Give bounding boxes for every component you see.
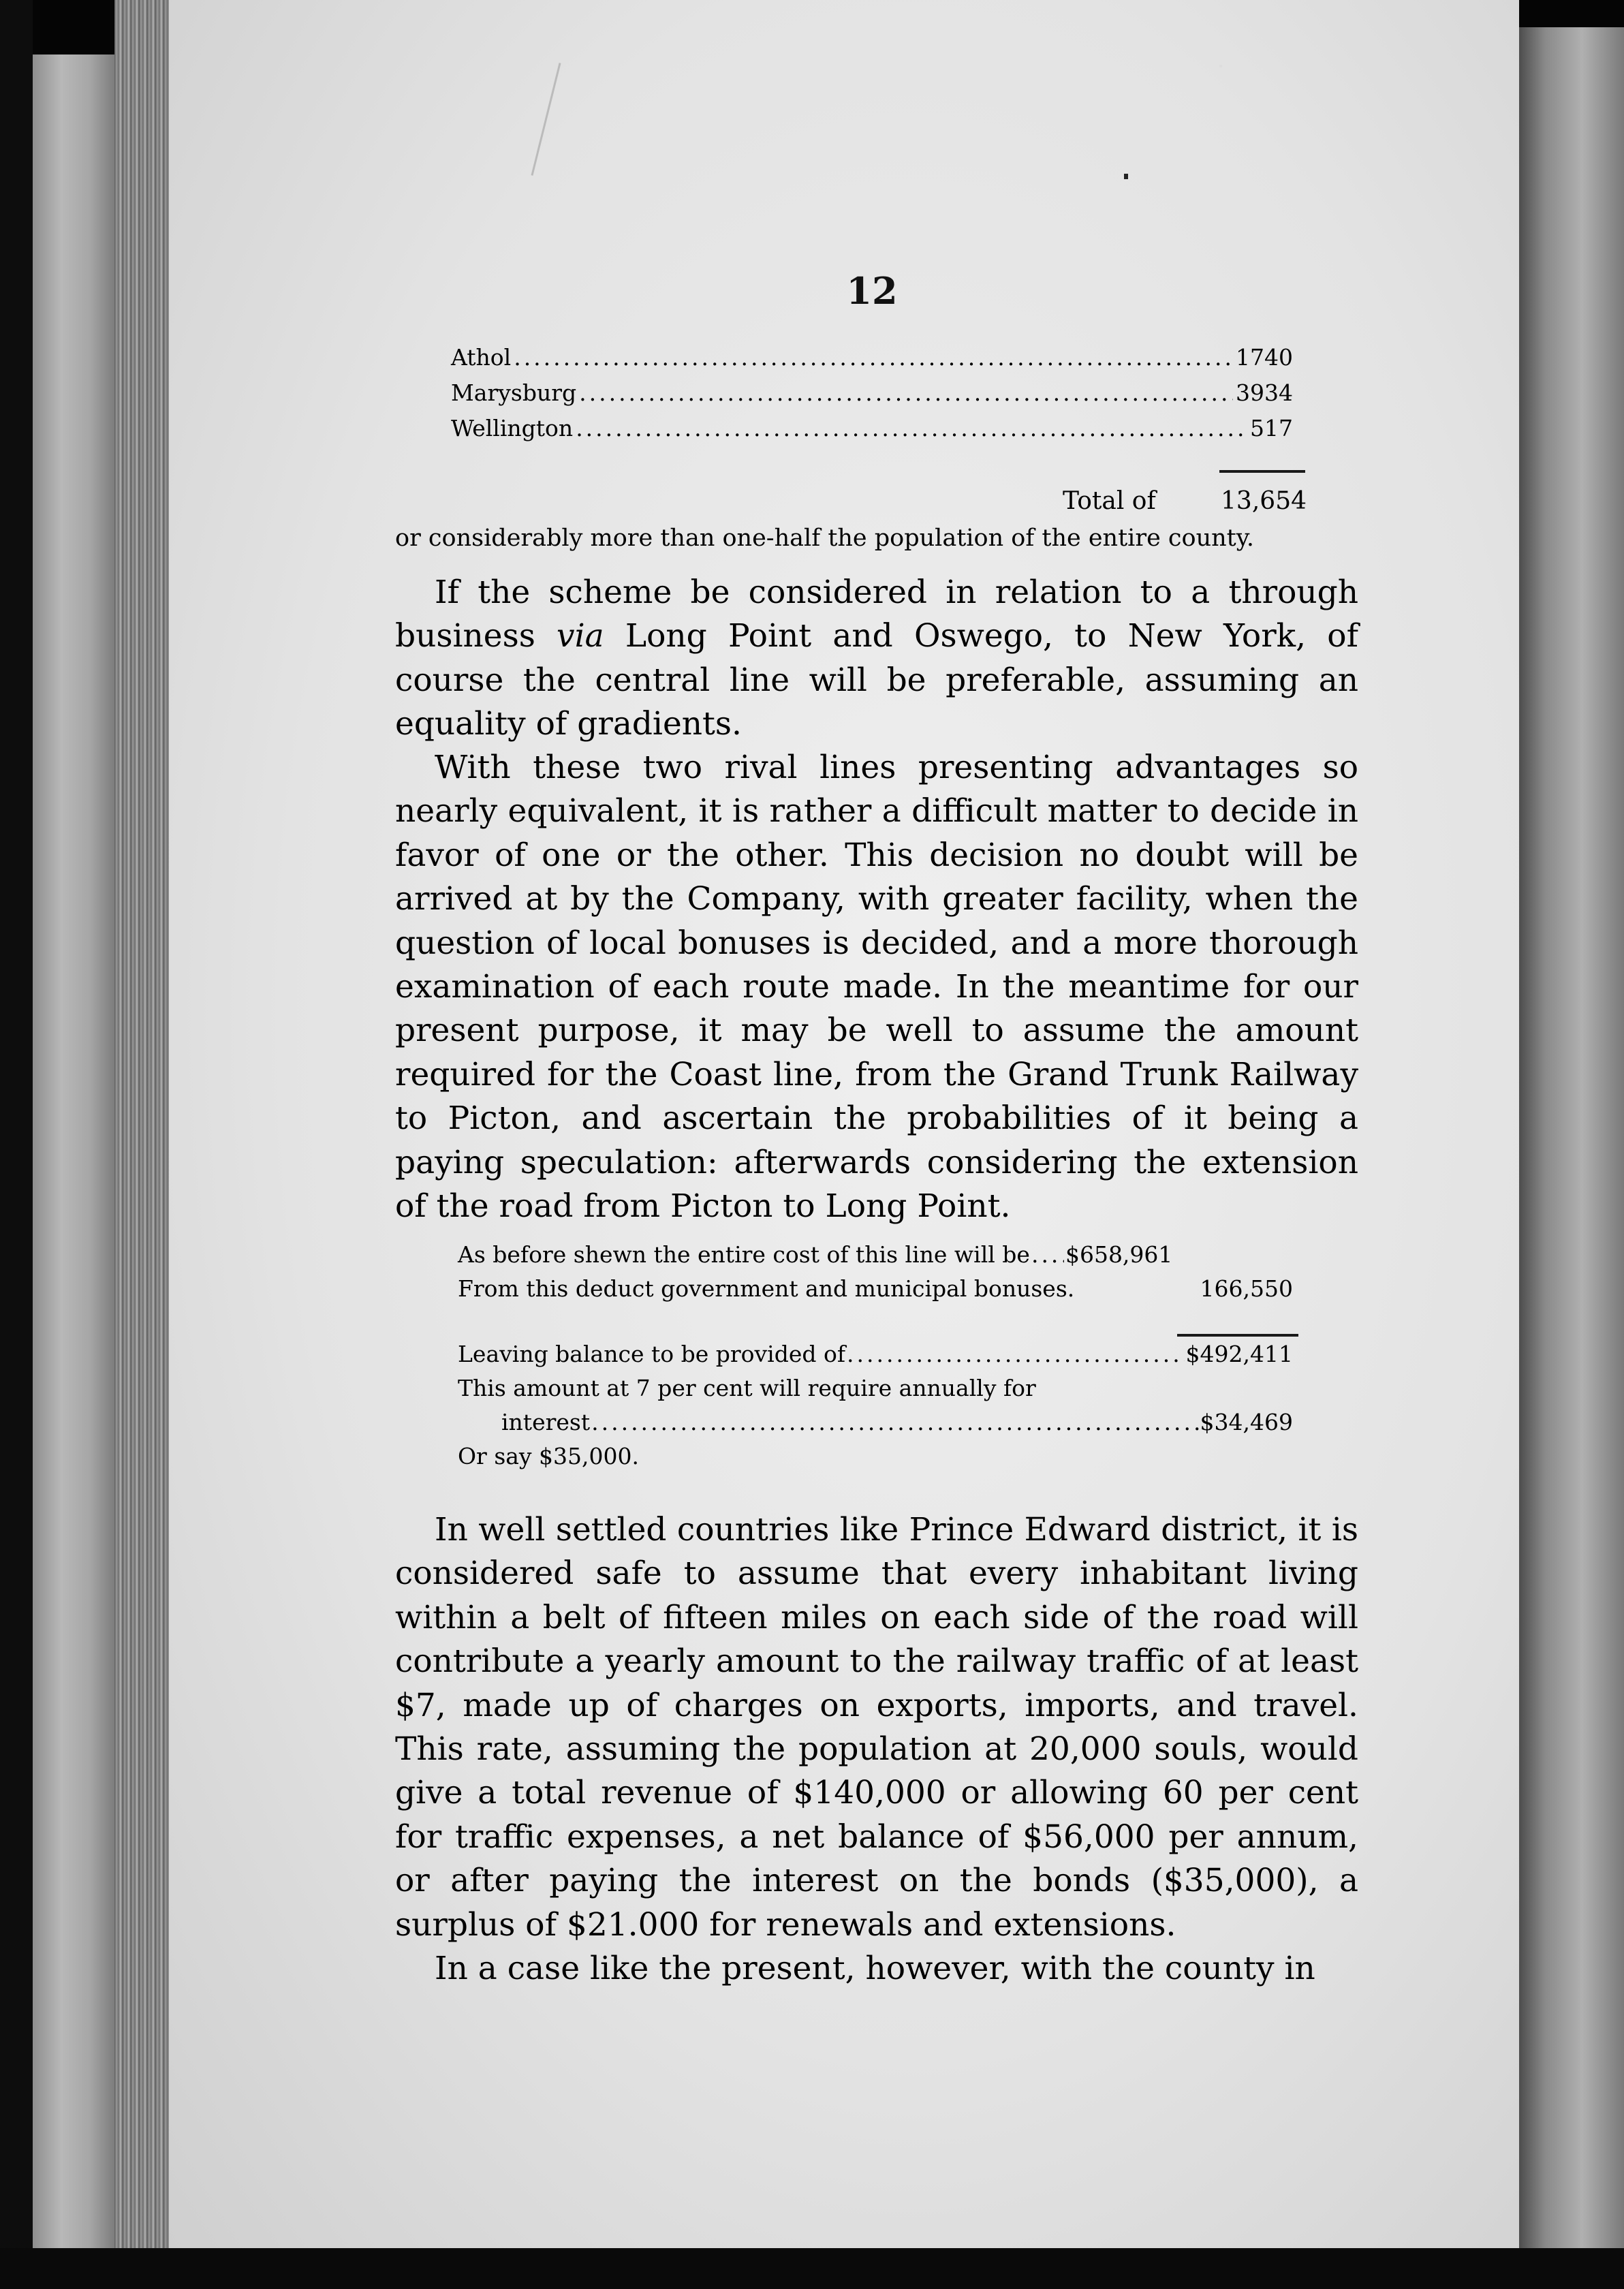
total-value: 13,654 [1221, 487, 1307, 515]
leader-dots [514, 344, 1233, 371]
population-value: 3934 [1236, 379, 1293, 406]
township-name: Athol [451, 344, 512, 371]
finance-label: Or say $35,000. [458, 1443, 640, 1469]
finance-row [458, 1375, 1293, 1409]
leader-dots [579, 379, 1233, 406]
paragraph-rival-lines: With these two rival lines presenting advantages so nearly equivalent, it is rather a difficult matter to decide in favor of one or the other. This decision no doubt will be arrived at by the Company, with greater facility, when the question of local bonuses is decided, and a more thorough examination of each route made. In the meantime for our present purpose, it may be well to assume the amount required for the Coast line, from the Grand Trunk Railway to Picton, and ascertain the probabilities of it being a paying speculation: afterwards considering the extension of the road from Picton to Long Point. [395, 749, 1358, 1226]
finance-label: This amount at 7 per cent will require annually for [458, 1375, 1036, 1401]
finance-label: interest [501, 1409, 591, 1435]
township-name: Marysburg [451, 379, 577, 406]
finance-row [458, 1275, 1293, 1309]
township-name: Wellington [451, 415, 574, 441]
finance-value: $492,411 [1185, 1341, 1293, 1367]
finance-label: Leaving balance to be provided of [458, 1341, 846, 1367]
population-table [451, 344, 1293, 450]
paragraph-through-business [395, 571, 1358, 747]
finance-row [458, 1241, 1293, 1275]
population-value: 1740 [1236, 344, 1293, 371]
total-label: Total of [1063, 487, 1156, 515]
summary-line: or considerably more than one-half the population of the entire county. [395, 525, 1254, 552]
leader-dots [591, 1409, 1198, 1435]
balance-rule [1177, 1334, 1298, 1337]
table-row [451, 379, 1293, 415]
total-rule [1219, 470, 1305, 473]
leader-dots [576, 415, 1247, 441]
table-row [451, 415, 1293, 450]
population-value: 517 [1250, 415, 1293, 441]
total-row [1063, 487, 1307, 515]
page-number: 12 [846, 269, 898, 313]
scan-speck [1219, 65, 1222, 67]
finance-value: $34,469 [1200, 1409, 1293, 1435]
leader-dots [847, 1341, 1184, 1367]
finance-row [458, 1341, 1293, 1375]
scan-background-bottom [0, 2248, 1624, 2289]
finance-statement [458, 1241, 1293, 1477]
facing-page-edge [1519, 27, 1624, 2289]
page-stack-edge [114, 0, 169, 2248]
scan-background-left [0, 0, 33, 2289]
paragraph-text: Long Point and Oswego, to New York, of course the central line will be preferable, assuming an equality of gradients. [395, 617, 1358, 743]
finance-value: 166,550 [1200, 1275, 1293, 1302]
finance-value: $658,961 [1065, 1241, 1173, 1268]
paragraph-text: If the scheme be considered in relation to a through business [395, 574, 1358, 655]
finance-row [458, 1409, 1293, 1443]
book-cover-edge [33, 54, 114, 2248]
leader-dots [1031, 1241, 1064, 1268]
paragraph-settled-countries: In well settled countries like Prince Edward district, it is considered safe to assume that every inhabitant living within a belt of fifteen miles on each side of the road will contribute a yearly amount to the railway traffic of at least $7, made up of charges on exports, imports, and travel. This rate, assuming the population at 20,000 souls, would give a total revenue of $140,000 or allowing 60 per cent for traffic expenses, a net balance of $56,000 per annum, or after paying the interest on the bonds ($35,000), a surplus of $21.000 for renewals and extensions. [395, 1511, 1358, 1944]
finance-label: As before shewn the entire cost of this line will be [458, 1241, 1030, 1268]
scan-speck [1124, 174, 1128, 179]
finance-row [458, 1443, 1293, 1477]
finance-label: From this deduct government and municipal bonuses. [458, 1275, 1075, 1302]
table-row [451, 344, 1293, 379]
italic-word: via [557, 617, 604, 655]
paragraph-present-case: In a case like the present, however, with the county in [435, 1950, 1315, 1987]
